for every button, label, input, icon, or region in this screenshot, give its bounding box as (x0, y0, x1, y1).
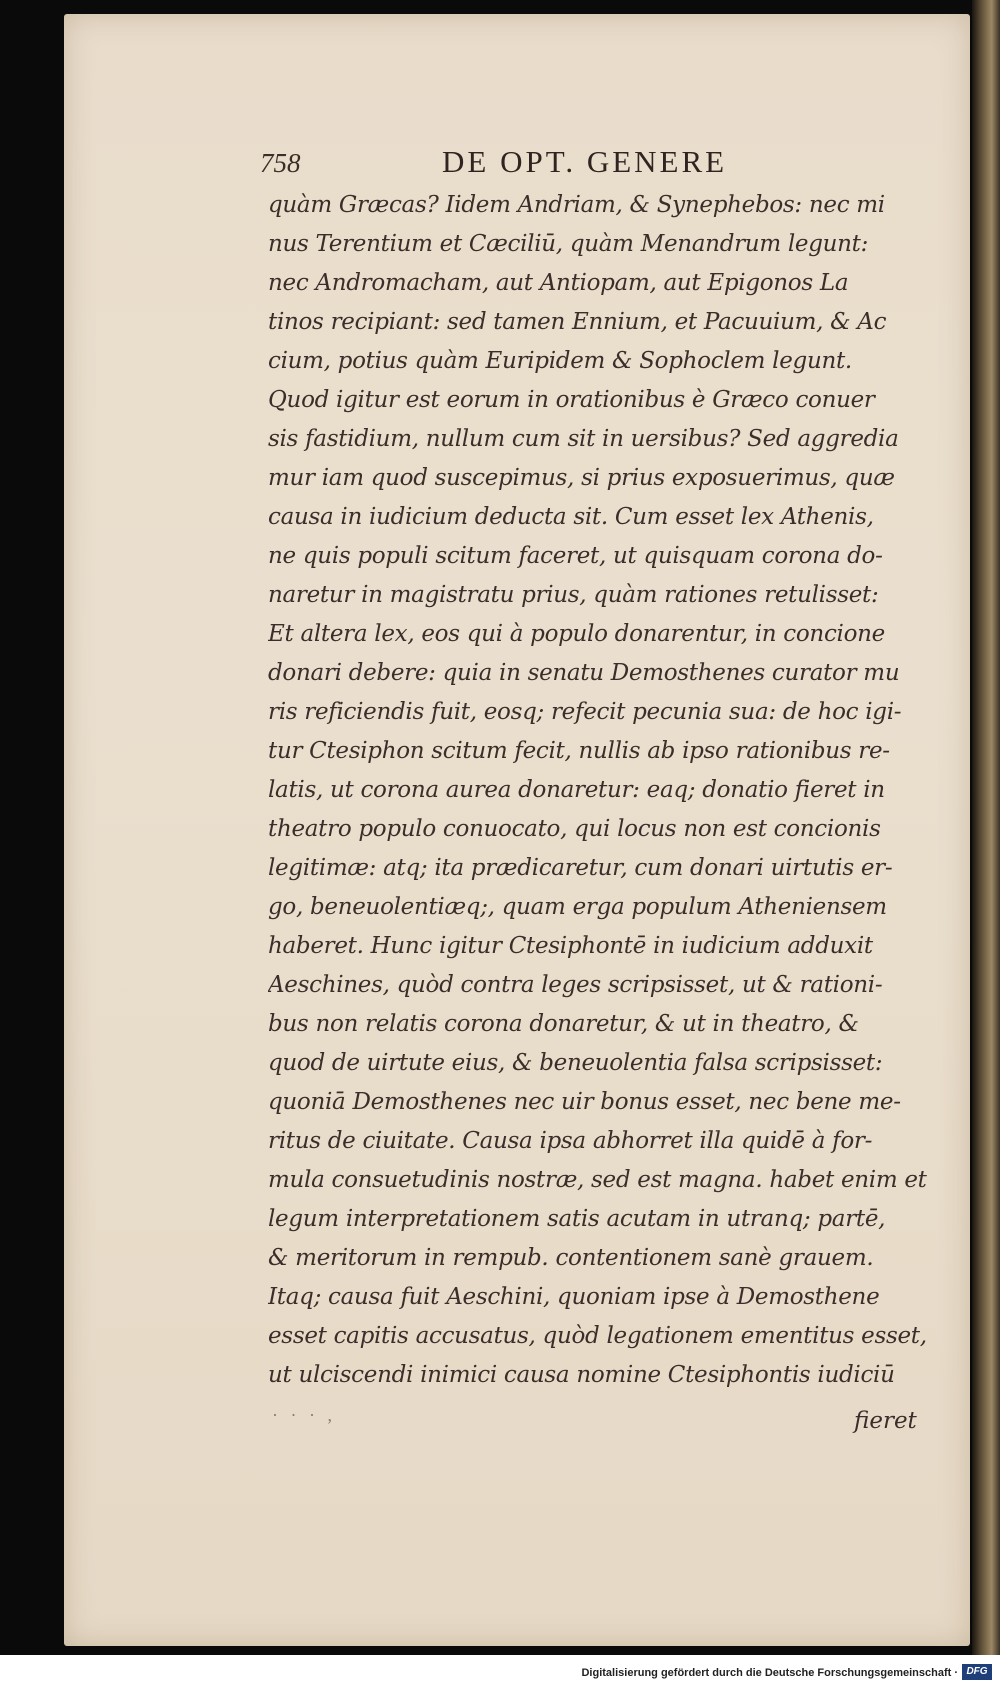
text-line: quoniā Demosthenes nec uir bonus esset, nec bene me- (268, 1089, 901, 1115)
text-line: sis fastidium, nullum cum sit in uersibus? Sed aggredia (268, 426, 899, 452)
text-line: esset capitis accusatus, quòd legationem ementitus esset, (268, 1323, 927, 1349)
running-title: DE OPT. GENERE (442, 144, 728, 179)
text-line: cium, potius quàm Euripidem & Sophoclem legunt. (268, 348, 852, 374)
running-head (260, 144, 820, 188)
text-line: legitimæ: atq; ita prædicaretur, cum donari uirtutis er- (268, 855, 893, 881)
text-line: latis, ut corona aurea donaretur: eaq; donatio fieret in (268, 777, 885, 803)
text-line: causa in iudicium deducta sit. Cum esset lex Athenis, (268, 504, 874, 530)
text-line: tinos recipiant: sed tamen Ennium, et Pacuuium, & Ac (268, 309, 887, 335)
text-line: theatro populo conuocato, qui locus non est concionis (268, 816, 881, 842)
footer-bar (0, 1655, 1000, 1693)
text-line: quod de uirtute eius, & beneuolentia falsa scripsisset: (268, 1050, 883, 1076)
text-line: donari debere: quia in senatu Demosthenes curator mu (268, 660, 900, 686)
text-line: quàm Græcas? Iidem Andriam, & Synephebos: nec mi (268, 192, 885, 218)
text-line: Aeschines, quòd contra leges scripsisset, ut & rationi- (268, 972, 883, 998)
text-line: legum interpretationem satis acutam in utranq; partē, (268, 1206, 886, 1232)
text-line: go, beneuolentiæq;, quam erga populum Atheniensem (268, 894, 887, 920)
body-text (268, 186, 928, 1395)
text-line: ritus de ciuitate. Causa ipsa abhorret illa quidē à for- (268, 1128, 873, 1154)
page-number: 758 (260, 148, 301, 178)
text-line: ris reficiendis fuit, eosq; refecit pecunia sua: de hoc igi- (268, 699, 902, 725)
text-line: ut ulciscendi inimici causa nomine Ctesiphontis iudiciū (268, 1362, 895, 1388)
text-line: & meritorum in rempub. contentionem sanè grauem. (268, 1245, 874, 1271)
text-line: ne quis populi scitum faceret, ut quisquam corona do- (268, 543, 883, 569)
text-line: mula consuetudinis nostræ, sed est magna. habet enim et (268, 1167, 927, 1193)
text-line: Itaq; causa fuit Aeschini, quoniam ipse à Demosthene (268, 1284, 880, 1310)
text-line: naretur in magistratu prius, quàm rationes retulisset: (268, 582, 879, 608)
text-line: tur Ctesiphon scitum fecit, nullis ab ipso rationibus re- (268, 738, 890, 764)
text-line: haberet. Hunc igitur Ctesiphontē in iudicium adduxit (268, 933, 873, 959)
text-line: mur iam quod suscepimus, si prius exposuerimus, quæ (268, 465, 895, 491)
text-line: bus non relatis corona donaretur, & ut in theatro, & (268, 1011, 859, 1037)
text-line: Et altera lex, eos qui à populo donarentur, in concione (268, 621, 885, 647)
text-line: nus Terentium et Cæciliū, quàm Menandrum legunt: (268, 231, 869, 257)
text-line: Quod igitur est eorum in orationibus è Græco conuer (268, 387, 875, 413)
catchword: fieret (854, 1408, 917, 1434)
book-edge (972, 0, 1000, 1655)
dfg-logo: DFG (962, 1664, 992, 1680)
ink-specks: · · · , (272, 1405, 336, 1425)
text-line: nec Andromacham, aut Antiopam, aut Epigonos La (268, 270, 849, 296)
funding-credit: Digitalisierung gefördert durch die Deutsche Forschungsgemeinschaft · (581, 1667, 958, 1679)
